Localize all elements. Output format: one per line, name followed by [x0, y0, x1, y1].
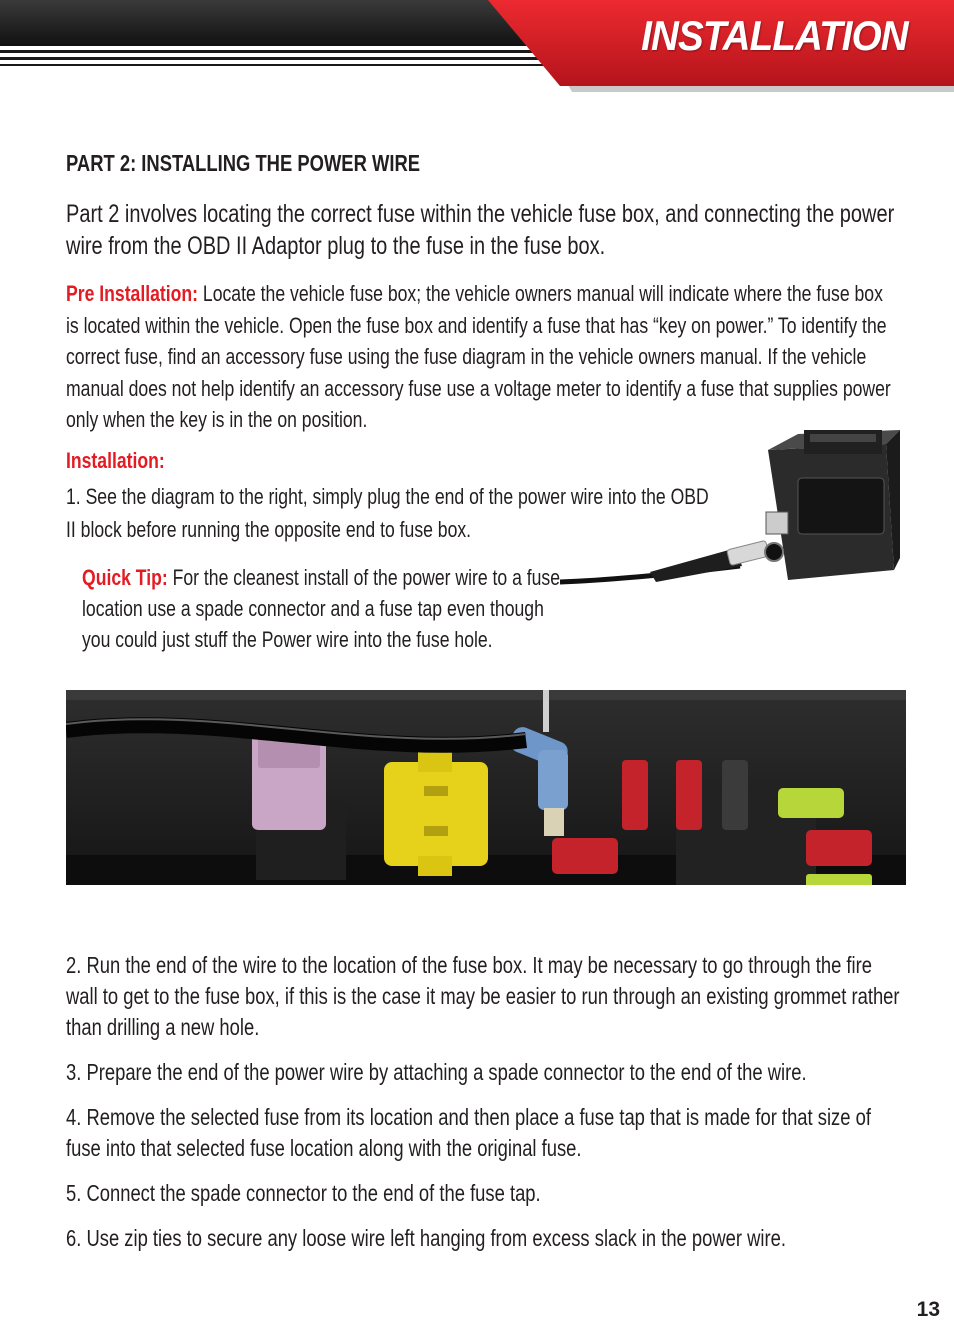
step-1: 1. See the diagram to the right, simply plug the end of the power wire into the OBD II block before running the opposite end to fuse box.: [66, 484, 709, 542]
installation-steps: [66, 950, 906, 1268]
page-number: 13: [916, 1298, 940, 1321]
header-band: [0, 0, 954, 100]
header-title: INSTALLATION: [641, 12, 908, 59]
pre-installation-paragraph: [66, 278, 898, 436]
step-4: 4. Remove the selected fuse from its location and then place a fuse tap that is made for that size of fuse into that selected fuse location along with the original fuse.: [66, 1104, 871, 1161]
section-title: PART 2: INSTALLING THE POWER WIRE: [66, 150, 421, 176]
quick-tip-text: For the cleanest install of the power wire to a fuse location use a spade connector and a fuse tap even though you could just stuff the Power wire into the fuse hole.: [82, 565, 561, 652]
obd-adaptor-image: [560, 430, 900, 600]
step-6: 6. Use zip ties to secure any loose wire left hanging from excess slack in the power wire.: [66, 1225, 786, 1251]
step-5: 5. Connect the spade connector to the end of the fuse tap.: [66, 1180, 541, 1206]
pre-installation-text: Locate the vehicle fuse box; the vehicle owners manual will indicate where the fuse box is located within the vehicle. Open the fuse box and identify a fuse that has “key on power.” To identify the correct fuse, find an accessory fuse using the fuse diagram in the vehicle owners manual. If the vehicle manual does not help identify an accessory fuse use a voltage meter to identify a fuse that supplies power only when the key is in the on position.: [66, 281, 891, 432]
quick-tip: [82, 562, 562, 655]
quick-tip-label: Quick Tip:: [82, 565, 168, 590]
step-3: 3. Prepare the end of the power wire by attaching a spade connector to the end of the wire.: [66, 1059, 807, 1085]
installation-heading: Installation:: [66, 448, 165, 473]
step-2: 2. Run the end of the wire to the location of the fuse box. It may be necessary to go through the fire wall to get to the fuse box, if this is the case it may be easier to run through an existing grommet rather than drilling a new hole.: [66, 952, 900, 1040]
pre-installation-label: Pre Installation:: [66, 281, 199, 306]
intro-paragraph: Part 2 involves locating the correct fuse within the vehicle fuse box, and connecting the power wire from the OBD II Adaptor plug to the fuse in the fuse box.: [66, 200, 895, 260]
fuse-box-photo: [66, 690, 906, 885]
